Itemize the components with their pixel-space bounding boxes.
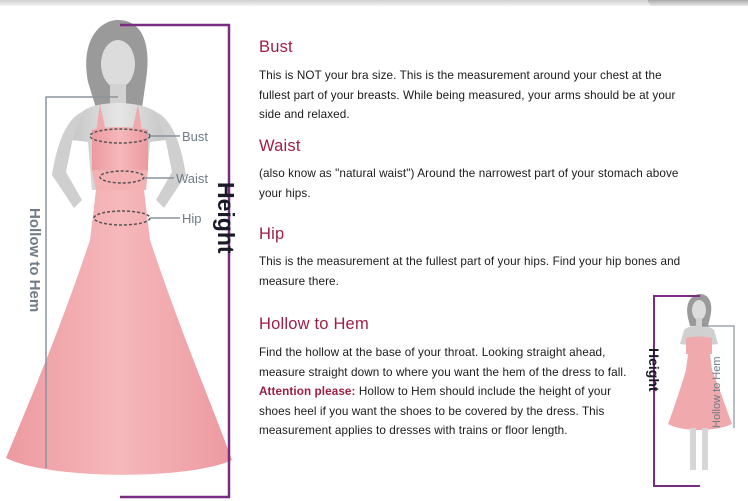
waist-line-2: your hips. <box>259 186 311 200</box>
hollow-line-5: measurement applies to dresses with trains or floor length. <box>259 424 568 437</box>
waist-section <box>259 137 699 203</box>
hollow-line-2: measure straight down to where you want the hem of the dress to fall. <box>259 365 627 379</box>
hollow-attention-line <box>259 382 649 402</box>
waist-line-1: (also know as "natural waist") Around the narrowest part of your stomach above <box>259 167 679 180</box>
hip-label: Hip <box>182 211 202 226</box>
hip-section <box>259 225 699 291</box>
top-bar-tab <box>648 0 748 6</box>
small-height-label: Height <box>646 348 662 392</box>
figure-bodice <box>92 127 148 170</box>
figure-face <box>101 40 135 88</box>
bust-line-2: fullest part of your breasts. While being measured, your arms should be at your <box>259 88 676 102</box>
attention-label: Attention please: <box>259 385 356 398</box>
hollow-to-hem-label: Hollow to Hem <box>26 208 43 313</box>
bust-line-1: This is NOT your bra size. This is the measurement around your chest at the <box>259 69 662 82</box>
hip-line-2: measure there. <box>259 274 340 288</box>
waist-label: Waist <box>176 171 209 186</box>
small-hollow-label: Hollow to Hem <box>711 356 723 428</box>
bust-label: Bust <box>182 129 209 144</box>
bust-title: Bust <box>259 38 293 56</box>
bust-section <box>259 38 699 125</box>
height-label: Height <box>213 182 239 254</box>
measurement-figure <box>0 0 250 501</box>
hollow-section <box>259 315 649 441</box>
hollow-title: Hollow to Hem <box>259 315 369 333</box>
small-measurement-figure <box>640 290 740 490</box>
waist-title: Waist <box>259 137 301 155</box>
bust-line-3: side and relaxed. <box>259 108 350 121</box>
attention-text: Hollow to Hem should include the height of your <box>355 385 612 398</box>
hip-line-1: This is the measurement at the fullest part of your hips. Find your hip bones and <box>259 255 681 268</box>
hollow-line-4: shoes heel if you want the shoes to be covered by the dress. This <box>259 404 605 418</box>
hollow-line-1: Find the hollow at the base of your throat. Looking straight ahead, <box>259 346 606 359</box>
hip-title: Hip <box>259 225 285 243</box>
